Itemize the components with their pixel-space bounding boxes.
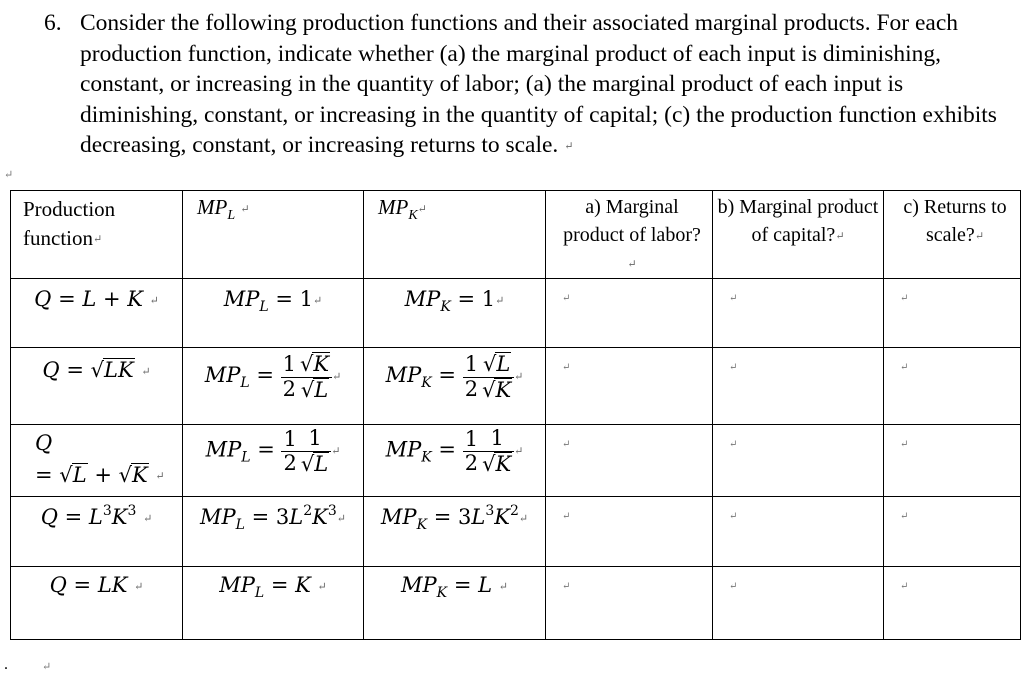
paragraph-mark-icon: ↵ (4, 169, 14, 181)
row1-mpk: $MP_K$ = 1↵ (364, 279, 546, 348)
table-row (11, 348, 1021, 425)
question-text: Consider the following production functions and their associated marginal products. For each production function, indicate whether (a) the marginal product of each input is diminishing, constant, or increasing in the quantity of labor; (a) the marginal product of each input is diminishing, constant, or increasing in the quantity of capital; (c) the production function exhibits decreasing, constant, or increasing returns to scale. (80, 10, 997, 158)
row1-answer-c[interactable]: ↵ (884, 279, 1021, 348)
row5-mpl: $MP_L = K$ ↵ (183, 567, 364, 640)
row2-mpl: $MP_L$ = $\frac{1}{2}$ $\frac{√K}{√L}$ ↵ (183, 348, 364, 425)
row2-answer-c[interactable]: ↵ (884, 348, 1021, 425)
table-row (11, 425, 1021, 497)
row5-answer-c[interactable]: ↵ (884, 567, 1021, 640)
row5-answer-a[interactable]: ↵ (546, 567, 713, 640)
table-row (11, 567, 1021, 640)
header-marginal-product-labor: a) Marginal product of labor?↵ (546, 191, 713, 279)
row2-production-function: Q = √LK ↵ (11, 348, 183, 425)
row4-mpl: $MP_L$ = $3L^2K^3↵$ (183, 497, 364, 567)
row3-answer-b[interactable]: ↵ (713, 425, 884, 497)
stray-dot: . (4, 656, 8, 673)
row1-production-function: Q = L + K ↵ (11, 279, 183, 348)
question-number: 6. (44, 10, 62, 36)
paragraph-mark-icon: ↵ (564, 140, 574, 153)
row2-answer-b[interactable]: ↵ (713, 348, 884, 425)
row3-mpk: $MP_K$ = $\frac{1}{2}$ $\frac{1}{√K}$ ↵ (364, 425, 546, 497)
row3-answer-a[interactable]: ↵ (546, 425, 713, 497)
row3-mpl: $MP_L$ = $\frac{1}{2}$ $\frac{1}{√L}$ ↵ (183, 425, 364, 497)
row2-answer-a[interactable]: ↵ (546, 348, 713, 425)
header-production-function: Production function↵ (11, 191, 183, 279)
header-returns-to-scale: c) Returns to scale?↵ (884, 191, 1021, 279)
row3-production-function: Q = √L + √K ↵ (11, 425, 183, 497)
row5-mpk: $MP_K = L$ ↵ (364, 567, 546, 640)
header-mpl: $MP_L$ ↵ (183, 191, 364, 279)
row4-answer-a[interactable]: ↵ (546, 497, 713, 567)
table-row (11, 279, 1021, 348)
row2-mpk: $MP_K$ = $\frac{1}{2}$ $\frac{√L}{√K}$ ↵ (364, 348, 546, 425)
header-marginal-product-capital: b) Marginal product of capital?↵ (713, 191, 884, 279)
row4-production-function: $Q = L^3K^3$ ↵ (11, 497, 183, 567)
row3-answer-c[interactable]: ↵ (884, 425, 1021, 497)
row5-answer-b[interactable]: ↵ (713, 567, 884, 640)
row4-answer-c[interactable]: ↵ (884, 497, 1021, 567)
row4-answer-b[interactable]: ↵ (713, 497, 884, 567)
paragraph-mark-icon: ↵ (42, 661, 52, 673)
question (44, 8, 1014, 162)
table-row (11, 497, 1021, 567)
row1-answer-b[interactable]: ↵ (713, 279, 884, 348)
row5-production-function: Q = LK ↵ (11, 567, 183, 640)
row1-answer-a[interactable]: ↵ (546, 279, 713, 348)
table-header-row (11, 191, 1021, 279)
row4-mpk: $MP_K$ = $3L^3K^2↵$ (364, 497, 546, 567)
production-function-table (10, 190, 1021, 640)
row1-mpl: $MP_L$ = 1↵ (183, 279, 364, 348)
header-mpk: $MP_K↵$ (364, 191, 546, 279)
